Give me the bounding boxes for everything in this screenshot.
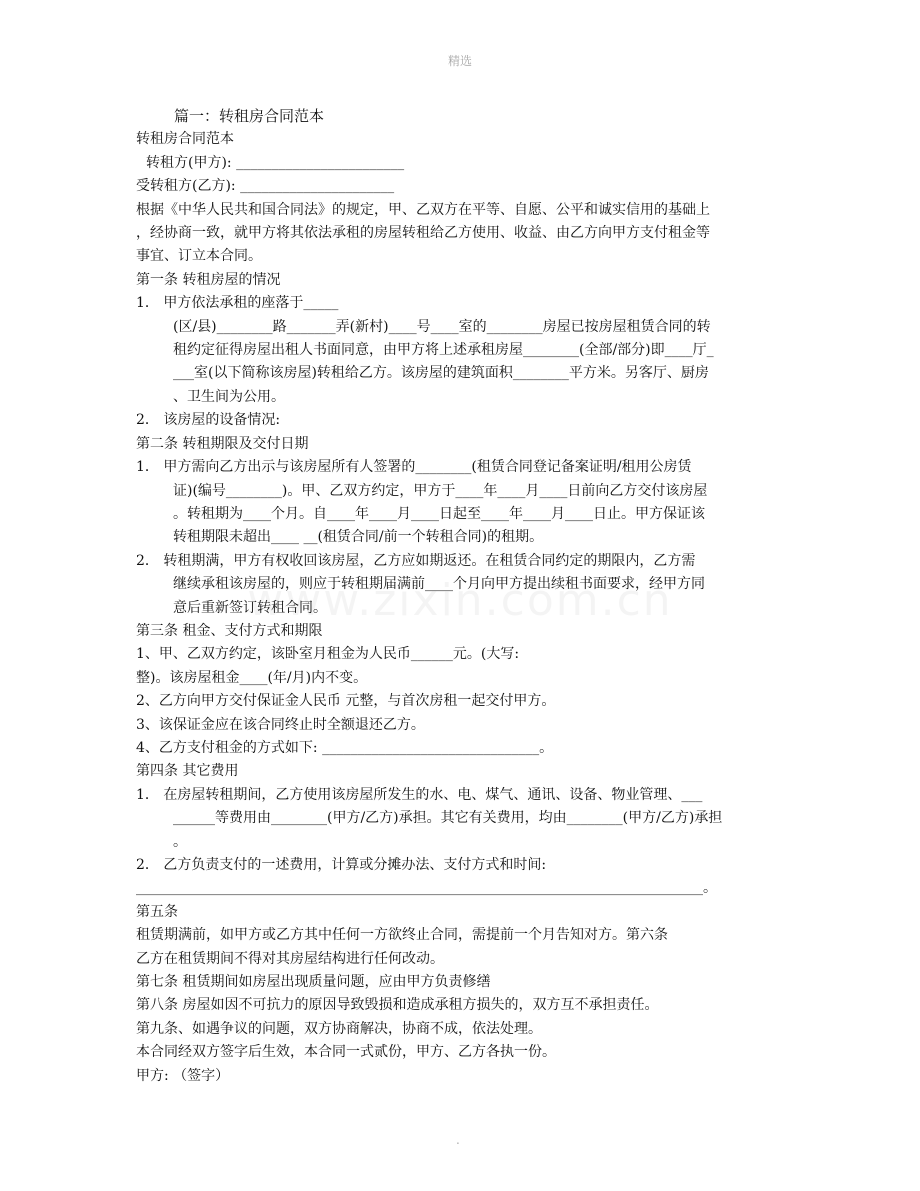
text-line: 3、该保证金应在该合同终止时全额退还乙方。	[136, 716, 425, 733]
text-line: 根据《中华人民共和国合同法》的规定，甲、乙双方在平等、自愿、公平和诚实信用的基础上	[136, 201, 710, 218]
footer-mark: .	[456, 1133, 460, 1147]
section-heading: 第五条	[136, 903, 178, 920]
text-line: 租赁期满前，如甲方或乙方其中任何一方欲终止合同，需提前一个月告知对方。第六条	[136, 927, 668, 944]
text-line: 4、乙方支付租金的方式如下: _______________________________。	[136, 739, 554, 756]
text-line: 租约定征得房屋出租人书面同意，由甲方将上述承租房屋________(全部/部分)即____厅_	[173, 342, 714, 359]
text-line: 。转租期为____个月。自____年____月____日起至____年____月____日止。甲方保证该	[173, 505, 705, 522]
text-line: (区/县)________路_______弄(新村)____号____室的________房屋已按房屋租赁合同的转	[173, 318, 711, 335]
text-line: 本合同经双方签字后生效，本合同一式贰份，甲方、乙方各执一份。	[136, 1044, 556, 1061]
text-line: 继续承租该房屋的，则应于转租期届满前____个月向甲方提出续租书面要求，经甲方同	[173, 576, 705, 593]
text-line: 第七条 租赁期间如房屋出现质量问题，应由甲方负责修缮	[136, 974, 491, 991]
text-line: 第九条、如遇争议的问题，双方协商解决，协商不成，依法处理。	[136, 1020, 542, 1037]
text-line: 事宜、订立本合同。	[136, 248, 262, 265]
text-line: 乙方在租赁期间不得对其房屋结构进行任何改动。	[136, 950, 444, 967]
text-line: ，经协商一致，就甲方将其依法承租的房屋转租给乙方使用、收益、由乙方向甲方支付租金等	[136, 225, 710, 242]
section-heading: 第一条 转租房屋的情况	[136, 271, 281, 288]
page-header-label: 精选	[447, 54, 472, 68]
text-line: 2、乙方向甲方交付保证金人民币 元整，与首次房租一起交付甲方。	[136, 693, 556, 710]
document-title: 篇一：转租房合同范本	[174, 107, 325, 125]
text-line: ___室(以下简称该房屋)转租给乙方。该房屋的建筑面积________平方米。另客厅、厨房	[173, 365, 709, 382]
text-line: 1、甲、乙双方约定，该卧室月租金为人民币______元。(大写:	[136, 646, 520, 663]
text-line: 第八条 房屋如因不可抗力的原因导致毁损和造成承租方损失的，双方互不承担责任。	[136, 997, 659, 1014]
text-line: 转租房合同范本	[136, 131, 234, 148]
text-line: 、卫生间为公用。	[173, 388, 285, 405]
text-line: 意后重新签订转租合同。	[173, 599, 327, 616]
text-line: 2． 该房屋的设备情况:	[136, 412, 281, 429]
section-heading: 第三条 租金、支付方式和期限	[136, 622, 323, 639]
text-line: 转租期限未超出____ __(租赁合同/前一个转租合同)的租期。	[173, 529, 544, 546]
text-line: 2． 转租期满，甲方有权收回该房屋，乙方应如期返还。在租赁合同约定的期限内，乙方需	[136, 552, 696, 569]
text-line: 。	[173, 833, 187, 850]
text-line: 受转租方(乙方): ______________________	[136, 178, 395, 195]
section-heading: 第四条 其它费用	[136, 763, 239, 780]
text-line: ______等费用由________(甲方/乙方)承担。其它有关费用，均由________(甲方/乙方)承担	[173, 810, 723, 827]
text-line: 证)(编号________)。甲、乙双方约定，甲方于____年____月____日前向乙方交付该房屋	[173, 482, 708, 499]
fill-in-line: _________________________________________________________________________________。	[136, 880, 717, 897]
section-heading: 第二条 转租期限及交付日期	[136, 435, 309, 452]
text-line: 1． 甲方依法承租的座落于_____	[136, 295, 339, 312]
text-line: 1． 甲方需向乙方出示与该房屋所有人签署的________(租赁合同登记备案证明/租用公房赁	[136, 459, 692, 476]
text-line: 1． 在房屋转租期间，乙方使用该房屋所发生的水、电、煤气、通讯、设备、物业管理、___	[136, 786, 703, 803]
text-line: 整)。该房屋租金____(年/月)内不变。	[136, 669, 368, 686]
text-line: 2． 乙方负责支付的一述费用，计算或分摊办法、支付方式和时间:	[136, 857, 547, 873]
text-line: 转租方(甲方): ________________________	[146, 154, 405, 171]
document-body	[136, 105, 786, 1088]
signature-line: 甲方: （签字）	[136, 1067, 230, 1084]
